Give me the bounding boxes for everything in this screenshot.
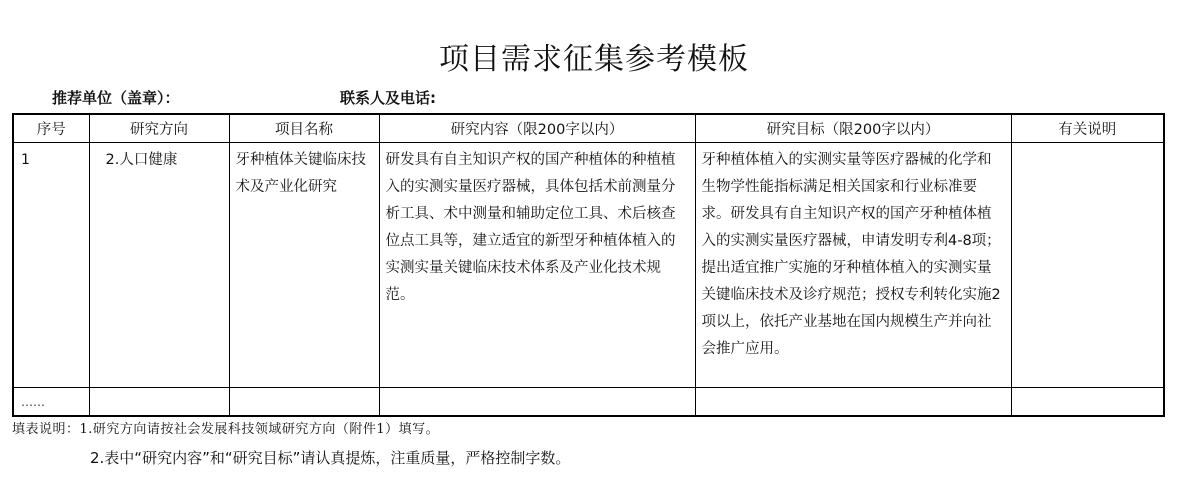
recommending-unit-label: 推荐单位（盖章）：	[52, 89, 180, 107]
contact-label: 联系人及电话:	[340, 89, 436, 107]
header-project-name: 项目名称	[229, 114, 379, 143]
header-research-content: 研究内容（限200字以内）	[379, 114, 695, 143]
cell-direction	[89, 143, 229, 388]
cell-empty	[695, 388, 1011, 417]
cell-index	[13, 143, 89, 388]
more-marker: ……	[21, 394, 45, 409]
table-header-row	[13, 114, 1164, 143]
cell-empty	[1011, 388, 1164, 417]
cell-empty	[229, 388, 379, 417]
header-direction: 研究方向	[89, 114, 229, 143]
cell-empty	[379, 388, 695, 417]
row-notes	[1012, 143, 1164, 147]
row-direction: 2.人口健康	[105, 152, 178, 168]
cell-empty	[89, 388, 229, 417]
table-row-more	[13, 388, 1164, 417]
cell-more-marker	[13, 388, 89, 417]
header-research-goal: 研究目标（限200字以内）	[695, 114, 1011, 143]
cell-research-content	[379, 143, 695, 388]
row-index: 1	[21, 152, 30, 168]
header-notes: 有关说明	[1011, 114, 1164, 143]
row-research-goal: 牙种植体植入的实测实量等医疗器械的化学和生物学性能指标满足相关国家和行业标准要求。研发具有自主知识产权的国产牙种植体植入的实测实量医疗器械，申请发明专利4-8项；提出适宜推广实施的牙种植体植入的实测实量关键临床技术及诊疗规范；授权专利转化实施2项以上，依托产业基地在国内规模生产并向社会推广应用。	[701, 152, 1001, 357]
row-project-name: 牙种植体关键临床技术及产业化研究	[235, 152, 366, 195]
fill-instructions-line-1: 填表说明：1.研究方向请按社会发展科技领域研究方向（附件1）填写。	[12, 422, 440, 437]
cell-project-name	[229, 143, 379, 388]
page-title: 项目需求征集参考模板	[439, 42, 749, 77]
requirement-table	[12, 113, 1165, 417]
fill-instructions-line-2: 2.表中“研究内容”和“研究目标”请认真提炼，注重质量，严格控制字数。	[90, 449, 571, 467]
cell-notes	[1011, 143, 1164, 388]
row-research-content: 研发具有自主知识产权的国产种植体的种植植入的实测实量医疗器械，具体包括术前测量分析工具、术中测量和辅助定位工具、术后核查位点工具等，建立适宜的新型牙种植体植入的实测实量关键临床技术体系及产业化技术规范。	[385, 152, 676, 303]
cell-research-goal	[695, 143, 1011, 388]
header-index: 序号	[13, 114, 89, 143]
table-row	[13, 143, 1164, 388]
